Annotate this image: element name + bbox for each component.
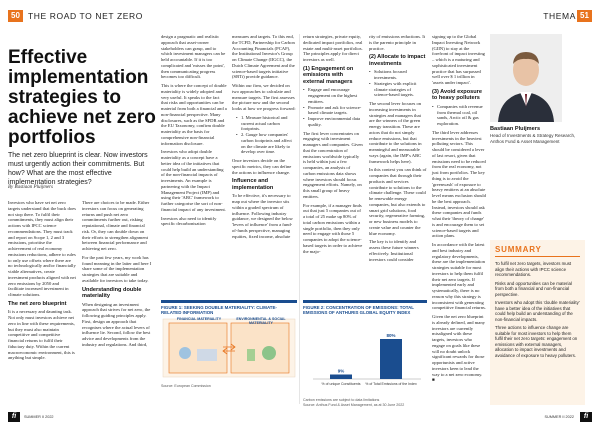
article-headline: Effective implementation strategies to achieve net zero portfolios [8, 47, 156, 148]
figure-1 [161, 300, 297, 388]
paragraph: The second lever focuses on increasing investments in strategies and managers that are the winners of the green energy transition. These are actors that do not simply reduce emissions, but that contribute to the solutions in meaningful and measurable ways (again, the IMP's ABC framework helps here). [369, 101, 422, 164]
paragraph: design a pragmatic and realistic approach that asset-owner stakeholders can grasp, and to which investment managers can be held accountable. If it is too complicated and 'misses the point', then communicating progress becomes too difficult. [161, 34, 226, 80]
paragraph: measures and targets. To this end, the TCFD, Partnership for Carbon Accounting Financials (PCAF), the Institutional Investor's Group on Climate Change (IIGCC), the Dutch Climate Agreement and the science-based targets initiative (SBTi) provide guidance. [232, 34, 295, 80]
column-1 [8, 200, 76, 364]
figure-1-diagram [161, 317, 297, 379]
column-5 [303, 34, 363, 257]
paragraph: rity of emissions reductions. It is the parento principle in practice. [369, 34, 426, 51]
paragraph: To be effective, it's necessary to map out where the investor sits within a graded spectrum of influence. Following industry guidance, we designed the below 'levers of influence' from a fund-of-funds perspective, managing equities, fixed income, absolute [232, 193, 293, 239]
top-bar [0, 0, 600, 28]
figure-2 [303, 300, 427, 407]
subheading: (3) Avoid exposure to heavy polluters [432, 88, 482, 102]
subheading: (1) Engagement on emissions with external managers [303, 65, 354, 85]
author-role: Head of Investments & Strategy Research, Anthos Fund & Asset Management [490, 133, 576, 144]
column-2 [82, 200, 152, 351]
summary-heading: SUMMARY [495, 245, 580, 257]
paragraph: In accordance with the latest and best industry and regulatory developments, these are the implementation strategies suitable for most investors to help them fulfil their net zero targets. If implemented early and systematically, there is no reason why this strategy is inconsistent with generating competitive financial returns. [432, 242, 486, 311]
paragraph: Given the net zero blueprint is already defined, and many investors are currently misaligned with these targets, investors who engage on goals like these will no doubt unlock significant rewards for those opportunists and active investors keen to lead the way to a net zero economy. ■ [432, 314, 485, 383]
list-item: • Strategies with explicit climate strategies of science-based targets. [369, 81, 427, 98]
paragraph: When designing an investment approach that strives for net zero, the following guiding principles apply. First, design an approach that recognises where the actual levers of influence lie. Second, follow the best advice and developments from the industry and regulations. And third, [82, 301, 151, 347]
paragraph: signing up to the Global Impact Investing Network (GIIN) to stay at the forefront of impact investing – which is a maturing and sophisticated investment practice that has surpassed well over $ 1 trillion in 'assets under impact'. [432, 34, 485, 85]
paragraph: There are choices to be made. Either investors can focus on generating returns and push net zero commitments further out, risking reputational, climate and financial risk. Or, they can double down on their efforts to strengthen alignment between financial performance and achieving net zero. [82, 200, 150, 251]
subheading: (2) Allocate to impact investments [369, 54, 426, 67]
paragraph: The third lever addresses investments in the heaviest polluting sectors. This should be considered a lever of last resort, given that emissions need to be reduced from the real economy, not just from portfolios. The key thing is to avoid the 'greenwash' of exposure to heavy emitters at an absolute level means exclusion should be the best approach. Instead, investors should ask these companies and funds what their 'theory of change' is and encourage them to set science-based targets and action plans. [432, 129, 486, 239]
list-item: • Improve environmental data quality. [303, 116, 363, 128]
summary-point: Risks and opportunities can be material from both a financial and non-financial perspective. [495, 280, 572, 297]
subheading: Understanding double materiality [82, 286, 142, 299]
paragraph: Investors who adopt double materiality as a concept have a better idea of the initiatives that could help build an understanding of the non-financial impacts of investments. An example is partnering with the Impact Management Project (IMP) and using their 'ABC' framework to further categorise the sort of non-financial impact of any investment. [161, 149, 226, 212]
column-4 [232, 34, 296, 242]
section-title-right: THEMA [543, 11, 576, 21]
figure-2-chart [303, 317, 427, 393]
paragraph: The first lever concentrates on engaging with investment managers and companies. Given that the concentration of emissions worldwide typically is held within just a few companies, an analysis of carbon emissions data shows where investors should focus engagement efforts. Namely, on this small group of heavy emitters. [303, 130, 363, 199]
subheading: Influence and implementation [232, 178, 274, 191]
publication-logo-left: fi [8, 412, 20, 422]
paragraph: In this context you can think of companies that through their products and services contribute to solutions to the climate challenge. These could be renewable energy companies, but also extends to smart grid solutions, food security, regenerative farming, or new business models to create value and counter the blue economy. [369, 167, 427, 236]
subheading: The net zero blueprint [8, 300, 67, 307]
list-item: • 1. Measure historical and current actual carbon footprints. [232, 115, 296, 132]
page-number-right: 51 [577, 10, 592, 22]
summary-point: Investors who adopt this 'double materiality' have a better idea of the initiatives that could help build an understanding of the non-financial impacts. [495, 300, 580, 322]
list-item: • Solutions focused investments. [369, 69, 427, 81]
paragraph: Once investors decide on the specific metrics, they can define the actions to influence change. [232, 158, 292, 175]
paragraph: Investors also need to identify specific decarbonisation [161, 215, 217, 227]
list-item: • Engage and encourage engagement on the highest emitters. [303, 87, 363, 104]
paragraph: return strategies, private equity, dedicated impact portfolios, real estate and multi-asset portfolios. The principles apply for direct investors as well. [303, 34, 363, 62]
figure-1-source: Source: European Commission [161, 384, 211, 388]
publication-logo-right: fi [580, 412, 592, 422]
paragraph: Investors who have set net zero targets understand that the buck does not stop there. To fulfil their commitments, they must align their actions with IPCC science recommendations. They must track and report on Scope 1, 2 and 3 emissions, prioritise the achievement of real economy emissions reductions, adhere to rules to only use offsets where there are no technologically and/or financially viable alternatives, create investment products aligned with net zero emissions by 2050 and facilitate increased investment in climate solutions. [8, 200, 76, 297]
figure-2-title: FIGURE 2: CONCENTRATION OF EMISSIONS: TOTAL EMISSIONS OF ANTHURIS GLOBAL EQUITY INDEX [303, 305, 414, 315]
paragraph: It is a necessary and daunting task. Not only must investors achieve net zero in line with these requirements, but they must also maintain competitive and competitive financial returns to fulfil their fiduciary duty. Within the current macroeconomic environment, this is anything but simple. [8, 309, 75, 361]
footer [0, 409, 600, 425]
column-7 [432, 34, 486, 386]
figure-1-title: FIGURE 1: SEEKING DOUBLE MATERIALITY: CLIMATE-RELATED INFORMATION [161, 305, 277, 315]
data-label-unique-constituents: 9% [337, 368, 345, 374]
summary-point: Three actions to influence change are suitable for most investors to help them fulfil their net zero targets: engagement on emissions with external managers, allocation to impact investments and avoidance of exposure to heavy polluters. [495, 325, 578, 358]
data-label-total-emissions: 80% [386, 333, 396, 338]
column-6 [369, 34, 427, 265]
author-portrait-icon [490, 34, 562, 122]
page-number-left: 50 [8, 10, 23, 22]
category-label-unique-constituents: % of unique Constituents [321, 382, 361, 386]
article-deck: The net zero blueprint is clear. Now investors must urgently action their commitments. But how? What are the most effective implementation strategies? [8, 152, 148, 186]
figure-1-environmental-label: ENVIRONMENTAL & SOCIAL MATERIALITY [236, 317, 286, 325]
page-gutter [299, 34, 300, 404]
figure-2-source: Source: Anthus Fund & Asset Management, as at 30 June 2022 [303, 402, 405, 407]
paragraph: Within our firm, we decided on two approaches to calculate and measure targets. The first assesses the picture now and the second looks at how we progress forward: [232, 83, 296, 111]
author-photo [490, 34, 562, 122]
article-byline: By Bastiaan Pluijmers [8, 185, 53, 190]
paragraph: This is where the concept of double materiality is widely adopted and very useful. It speaks to the fact that risks and opportunities can be material from both a financial and a non-financial perspective. Many disclosures, such as the SFDR and the EU Taxonomy, confirm double materiality as the basis for comprehensive non-financial information disclosure. [161, 83, 227, 146]
list-item: • 2. Gauge how companies' carbon footprints and affect on the climate are likely to develop over time. [232, 132, 296, 155]
category-label-total-emissions: % of Total Emissions of the Index [365, 382, 417, 386]
section-title-left: THE ROAD TO NET ZERO [28, 11, 143, 21]
paragraph: The key is to identify and assess these future winners effectively. Institutional investors could consider [369, 239, 419, 262]
bar-total-emissions [380, 339, 402, 379]
list-item: • Promote and ask for science-based climate targets. [303, 105, 363, 117]
figure-2-note: Carbon emissions are subject to data limitations [303, 398, 380, 402]
issue-date-left: SUMMER II 2022 [24, 415, 54, 419]
paragraph: For the past few years, my work has found meaning in the latter and here I share some of the implementation strategies that are suitable and available for investors to take today. [82, 254, 152, 283]
paragraph: For example, if a manager finds out that just 5 companies out of a total of 25 make up 80% of total carbon emissions within a single portfolio, then they only need to engage with those 5 companies to adopt the science-based targets in order to achieve the majo- [303, 202, 363, 254]
list-item: • Companies with revenue from thermal coal, oil sands, Arctic oil & gas exploration. [432, 104, 486, 127]
summary-box [490, 240, 585, 405]
summary-point: To fulfil net zero targets, investors must align their actions with IPCC science recommendations. [495, 261, 572, 277]
issue-date-right: SUMMER II 2022 [544, 415, 574, 419]
bar-unique-constituents [330, 375, 352, 380]
column-3 [161, 34, 227, 230]
author-name: Bastiaan Pluijmers [490, 126, 541, 132]
figure-1-financial-label: FINANCIAL MATERIALITY [176, 317, 222, 321]
